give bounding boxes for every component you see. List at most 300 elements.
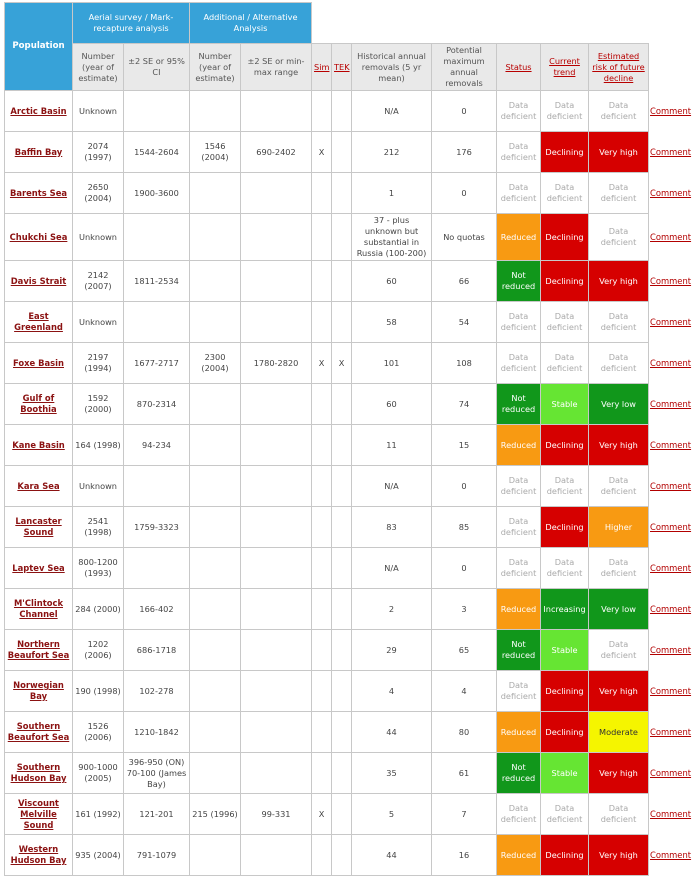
- comment-cell: [649, 132, 698, 173]
- historical-removals-cell: 58: [352, 302, 432, 343]
- potential-removals-cell: 0: [432, 466, 497, 507]
- trend-cell: Increasing: [541, 589, 589, 630]
- tek-cell: [332, 132, 352, 173]
- number-cell: 1202 (2006): [73, 630, 124, 671]
- trend-header-link[interactable]: Current trend: [541, 44, 589, 91]
- potential-removals-cell: 108: [432, 343, 497, 384]
- population-name-cell: [5, 712, 73, 753]
- additional-analysis-header: Additional / Alternative Analysis: [190, 3, 312, 44]
- number-cell: 190 (1998): [73, 671, 124, 712]
- comment-cell: [649, 384, 698, 425]
- comment-cell: [649, 261, 698, 302]
- risk-cell: Very low: [589, 384, 649, 425]
- risk-cell: Data deficient: [589, 302, 649, 343]
- population-name-cell: [5, 548, 73, 589]
- potential-removals-cell: 3: [432, 589, 497, 630]
- potential-removals-cell: 15: [432, 425, 497, 466]
- ci-cell: 121-201: [124, 794, 190, 835]
- risk-header-link[interactable]: Estimated risk of future decline: [589, 44, 649, 91]
- historical-removals-cell: 83: [352, 507, 432, 548]
- polar-bear-population-table: [4, 2, 698, 876]
- number2-cell: [190, 712, 241, 753]
- comment-link[interactable]: Comment: [650, 726, 692, 737]
- ci-cell: 1677-2717: [124, 343, 190, 384]
- status-cell: Data deficient: [497, 794, 541, 835]
- historical-removals-cell: 37 - plus unknown but substantial in Russia (100-200): [352, 214, 432, 261]
- population-name-cell: [5, 173, 73, 214]
- table-row: [5, 548, 698, 589]
- population-name-cell: [5, 671, 73, 712]
- number2-header: Number (year of estimate): [190, 44, 241, 91]
- range-cell: [241, 712, 312, 753]
- potential-removals-cell: 85: [432, 507, 497, 548]
- ci-cell: [124, 91, 190, 132]
- comment-cell: [649, 507, 698, 548]
- number2-cell: 215 (1996): [190, 794, 241, 835]
- number2-cell: [190, 384, 241, 425]
- number2-cell: [190, 589, 241, 630]
- sim-cell: [312, 425, 332, 466]
- ci-cell: 102-278: [124, 671, 190, 712]
- number-cell: 161 (1992): [73, 794, 124, 835]
- potential-removals-cell: 54: [432, 302, 497, 343]
- comment-link[interactable]: Comment: [650, 439, 692, 450]
- risk-cell: Very high: [589, 753, 649, 794]
- ci-cell: 1759-3323: [124, 507, 190, 548]
- risk-cell: Data deficient: [589, 343, 649, 384]
- population-name-link[interactable]: Davis Strait: [10, 275, 67, 286]
- number-cell: 800-1200 (1993): [73, 548, 124, 589]
- number2-cell: [190, 753, 241, 794]
- comment-link[interactable]: Comment: [650, 521, 692, 532]
- comment-cell: [649, 671, 698, 712]
- historical-removals-cell: 4: [352, 671, 432, 712]
- risk-cell: Data deficient: [589, 214, 649, 261]
- comment-link[interactable]: Comment: [650, 480, 692, 491]
- ci-cell: 94-234: [124, 425, 190, 466]
- number2-cell: [190, 507, 241, 548]
- range-cell: [241, 753, 312, 794]
- potential-removals-cell: 4: [432, 671, 497, 712]
- risk-cell: Very low: [589, 589, 649, 630]
- historical-removals-cell: 35: [352, 753, 432, 794]
- population-name-cell: [5, 384, 73, 425]
- population-name-cell: [5, 466, 73, 507]
- tek-cell: [332, 835, 352, 876]
- number-cell: 2650 (2004): [73, 173, 124, 214]
- comment-link[interactable]: Comment: [650, 849, 692, 860]
- table-row: [5, 173, 698, 214]
- table-row: [5, 712, 698, 753]
- comment-link[interactable]: Comment: [650, 105, 692, 116]
- population-name-cell: [5, 753, 73, 794]
- comment-cell: [649, 548, 698, 589]
- potential-removals-cell: 80: [432, 712, 497, 753]
- range-cell: [241, 214, 312, 261]
- population-header: Population: [5, 3, 73, 91]
- population-name-link[interactable]: Lancaster Sound: [15, 516, 62, 537]
- table-row: [5, 384, 698, 425]
- number-cell: 1592 (2000): [73, 384, 124, 425]
- trend-cell: Declining: [541, 132, 589, 173]
- range-cell: 690-2402: [241, 132, 312, 173]
- risk-cell: Data deficient: [589, 794, 649, 835]
- tek-cell: [332, 507, 352, 548]
- risk-cell: Data deficient: [589, 91, 649, 132]
- trend-cell: Data deficient: [541, 466, 589, 507]
- population-name-link[interactable]: Laptev Sea: [12, 562, 65, 573]
- sim-cell: [312, 548, 332, 589]
- comment-link[interactable]: Comment: [650, 146, 692, 157]
- trend-cell: Stable: [541, 753, 589, 794]
- trend-cell: Declining: [541, 425, 589, 466]
- number2-cell: [190, 630, 241, 671]
- ci-cell: 166-402: [124, 589, 190, 630]
- comment-link[interactable]: Comment: [650, 357, 692, 368]
- status-cell: Data deficient: [497, 466, 541, 507]
- comment-cell: [649, 794, 698, 835]
- population-name-link[interactable]: Southern Hudson Bay: [10, 762, 67, 783]
- status-cell: Data deficient: [497, 548, 541, 589]
- historical-removals-cell: 2: [352, 589, 432, 630]
- trend-cell: Data deficient: [541, 343, 589, 384]
- comment-link[interactable]: Comment: [650, 275, 692, 286]
- population-name-link[interactable]: Chukchi Sea: [9, 231, 68, 242]
- potential-removals-cell: 16: [432, 835, 497, 876]
- number2-cell: [190, 425, 241, 466]
- comment-cell: [649, 214, 698, 261]
- range-cell: [241, 261, 312, 302]
- risk-cell: Very high: [589, 835, 649, 876]
- historical-removals-cell: N/A: [352, 466, 432, 507]
- comment-link[interactable]: Comment: [650, 685, 692, 696]
- table-row: [5, 835, 698, 876]
- historical-removals-cell: 11: [352, 425, 432, 466]
- number2-cell: [190, 91, 241, 132]
- risk-cell: Very high: [589, 132, 649, 173]
- potential-removals-cell: No quotas: [432, 214, 497, 261]
- sim-cell: [312, 630, 332, 671]
- population-name-cell: [5, 132, 73, 173]
- population-name-link[interactable]: Kane Basin: [12, 439, 65, 450]
- status-cell: Not reduced: [497, 630, 541, 671]
- trend-cell: Data deficient: [541, 794, 589, 835]
- population-name-link[interactable]: Arctic Basin: [10, 105, 67, 116]
- number-cell: 2142 (2007): [73, 261, 124, 302]
- population-name-link[interactable]: Western Hudson Bay: [10, 844, 67, 865]
- table-row: [5, 214, 698, 261]
- historical-removals-cell: 29: [352, 630, 432, 671]
- number-cell: Unknown: [73, 302, 124, 343]
- population-name-cell: [5, 835, 73, 876]
- tek-cell: [332, 630, 352, 671]
- number2-cell: [190, 466, 241, 507]
- number-cell: 2074 (1997): [73, 132, 124, 173]
- population-name-cell: [5, 507, 73, 548]
- comment-cell: [649, 589, 698, 630]
- number2-cell: [190, 173, 241, 214]
- status-cell: Data deficient: [497, 671, 541, 712]
- range-cell: [241, 302, 312, 343]
- range-cell: [241, 671, 312, 712]
- status-header-link[interactable]: Status: [497, 44, 541, 91]
- population-name-link[interactable]: Viscount Melville Sound: [18, 797, 59, 830]
- tek-cell: [332, 214, 352, 261]
- historical-removals-cell: 212: [352, 132, 432, 173]
- tek-cell: [332, 753, 352, 794]
- comment-cell: [649, 753, 698, 794]
- number-cell: 1526 (2006): [73, 712, 124, 753]
- comment-link[interactable]: Comment: [650, 603, 692, 614]
- status-cell: Reduced: [497, 835, 541, 876]
- ci-cell: 1544-2604: [124, 132, 190, 173]
- comment-cell: [649, 91, 698, 132]
- population-name-cell: [5, 261, 73, 302]
- ci-cell: [124, 214, 190, 261]
- population-name-cell: [5, 794, 73, 835]
- comment-link[interactable]: Comment: [650, 316, 692, 327]
- historical-removals-cell: N/A: [352, 548, 432, 589]
- number2-cell: 2300 (2004): [190, 343, 241, 384]
- population-name-link[interactable]: Norwegian Bay: [13, 680, 64, 701]
- table-row: [5, 589, 698, 630]
- risk-cell: Data deficient: [589, 630, 649, 671]
- range-cell: [241, 425, 312, 466]
- tek-cell: [332, 261, 352, 302]
- se-range-header: ±2 SE or min-max range: [241, 44, 312, 91]
- sim-header-link[interactable]: Sim: [312, 44, 332, 91]
- population-name-cell: [5, 343, 73, 384]
- range-cell: [241, 835, 312, 876]
- status-cell: Data deficient: [497, 173, 541, 214]
- range-cell: 1780-2820: [241, 343, 312, 384]
- table-row: [5, 132, 698, 173]
- potential-removals-cell: 7: [432, 794, 497, 835]
- sim-cell: [312, 173, 332, 214]
- potential-removals-cell: 74: [432, 384, 497, 425]
- trend-cell: Declining: [541, 835, 589, 876]
- status-cell: Reduced: [497, 712, 541, 753]
- tek-cell: [332, 91, 352, 132]
- tek-cell: [332, 794, 352, 835]
- ci-cell: [124, 302, 190, 343]
- sim-cell: [312, 384, 332, 425]
- comment-cell: [649, 425, 698, 466]
- potential-removals-cell: 65: [432, 630, 497, 671]
- tek-cell: [332, 548, 352, 589]
- ci-cell: [124, 548, 190, 589]
- range-cell: [241, 548, 312, 589]
- population-name-cell: [5, 214, 73, 261]
- population-name-link[interactable]: Kara Sea: [17, 480, 60, 491]
- risk-cell: Moderate: [589, 712, 649, 753]
- population-name-link[interactable]: M'Clintock Channel: [13, 598, 64, 619]
- range-cell: [241, 466, 312, 507]
- comment-link[interactable]: Comment: [650, 187, 692, 198]
- number-cell: 284 (2000): [73, 589, 124, 630]
- potential-removals-cell: 61: [432, 753, 497, 794]
- comment-cell: [649, 466, 698, 507]
- range-cell: [241, 384, 312, 425]
- sim-cell: [312, 835, 332, 876]
- risk-cell: Very high: [589, 261, 649, 302]
- population-name-link[interactable]: Barents Sea: [9, 187, 68, 198]
- trend-cell: Data deficient: [541, 302, 589, 343]
- ci-cell: 686-1718: [124, 630, 190, 671]
- comment-cell: [649, 712, 698, 753]
- historical-removals-cell: 60: [352, 384, 432, 425]
- historical-removals-cell: 1: [352, 173, 432, 214]
- comment-cell: [649, 835, 698, 876]
- number2-cell: [190, 548, 241, 589]
- number2-cell: [190, 214, 241, 261]
- sim-cell: [312, 589, 332, 630]
- status-cell: Data deficient: [497, 132, 541, 173]
- status-cell: Not reduced: [497, 753, 541, 794]
- historical-removals-cell: N/A: [352, 91, 432, 132]
- table-row: [5, 753, 698, 794]
- trend-cell: Declining: [541, 214, 589, 261]
- tek-cell: [332, 425, 352, 466]
- risk-cell: Very high: [589, 425, 649, 466]
- population-name-cell: [5, 302, 73, 343]
- risk-cell: Data deficient: [589, 548, 649, 589]
- aerial-survey-header: Aerial survey / Mark-recapture analysis: [73, 3, 190, 44]
- comment-link[interactable]: Comment: [650, 398, 692, 409]
- number2-cell: [190, 671, 241, 712]
- sim-cell: [312, 671, 332, 712]
- number-cell: 2541 (1998): [73, 507, 124, 548]
- comment-cell: [649, 173, 698, 214]
- potential-removals-header: Potential maximum annual removals: [432, 44, 497, 91]
- table-body: [5, 91, 698, 876]
- population-name-link[interactable]: Northern Beaufort Sea: [7, 639, 70, 660]
- population-name-cell: [5, 425, 73, 466]
- comment-link[interactable]: Comment: [650, 808, 692, 819]
- population-name-link[interactable]: Baffin Bay: [14, 146, 63, 157]
- table-row: [5, 261, 698, 302]
- potential-removals-cell: 0: [432, 91, 497, 132]
- number2-cell: 1546 (2004): [190, 132, 241, 173]
- comment-header-spacer: [649, 44, 698, 91]
- potential-removals-cell: 176: [432, 132, 497, 173]
- sim-cell: [312, 302, 332, 343]
- status-cell: Data deficient: [497, 507, 541, 548]
- tek-cell: [332, 173, 352, 214]
- historical-removals-header: Historical annual removals (5 yr mean): [352, 44, 432, 91]
- sim-cell: X: [312, 132, 332, 173]
- population-name-cell: [5, 589, 73, 630]
- trend-cell: Data deficient: [541, 173, 589, 214]
- range-cell: [241, 507, 312, 548]
- sim-cell: [312, 91, 332, 132]
- ci-cell: 1210-1842: [124, 712, 190, 753]
- trend-cell: Stable: [541, 384, 589, 425]
- tek-cell: [332, 466, 352, 507]
- tek-cell: X: [332, 343, 352, 384]
- population-name-link[interactable]: Foxe Basin: [13, 357, 64, 368]
- population-name-link[interactable]: East Greenland: [14, 311, 63, 332]
- trend-cell: Data deficient: [541, 548, 589, 589]
- risk-cell: Data deficient: [589, 173, 649, 214]
- trend-cell: Data deficient: [541, 91, 589, 132]
- table-row: [5, 466, 698, 507]
- population-name-link[interactable]: Southern Beaufort Sea: [7, 721, 70, 742]
- range-cell: [241, 91, 312, 132]
- range-cell: [241, 589, 312, 630]
- comment-cell: [649, 343, 698, 384]
- risk-cell: Data deficient: [589, 466, 649, 507]
- number2-cell: [190, 835, 241, 876]
- population-name-link[interactable]: Gulf of Boothia: [20, 393, 57, 414]
- ci-cell: 791-1079: [124, 835, 190, 876]
- sim-cell: [312, 753, 332, 794]
- sim-cell: [312, 261, 332, 302]
- status-cell: Reduced: [497, 214, 541, 261]
- number-cell: 900-1000 (2005): [73, 753, 124, 794]
- status-cell: Data deficient: [497, 91, 541, 132]
- sim-cell: [312, 214, 332, 261]
- trend-cell: Stable: [541, 630, 589, 671]
- table-row: [5, 507, 698, 548]
- comment-cell: [649, 302, 698, 343]
- potential-removals-cell: 0: [432, 548, 497, 589]
- trend-cell: Declining: [541, 712, 589, 753]
- number-cell: 2197 (1994): [73, 343, 124, 384]
- status-cell: Data deficient: [497, 343, 541, 384]
- number2-cell: [190, 261, 241, 302]
- comment-link[interactable]: Comment: [650, 767, 692, 778]
- sim-cell: X: [312, 343, 332, 384]
- tek-header-link[interactable]: TEK: [332, 44, 352, 91]
- tek-cell: [332, 384, 352, 425]
- number2-cell: [190, 302, 241, 343]
- table-row: [5, 671, 698, 712]
- status-cell: Not reduced: [497, 384, 541, 425]
- number-header: Number (year of estimate): [73, 44, 124, 91]
- comment-link[interactable]: Comment: [650, 231, 692, 242]
- table-row: [5, 91, 698, 132]
- historical-removals-cell: 44: [352, 835, 432, 876]
- tek-cell: [332, 589, 352, 630]
- historical-removals-cell: 60: [352, 261, 432, 302]
- ci-cell: 1811-2534: [124, 261, 190, 302]
- comment-cell: [649, 630, 698, 671]
- risk-cell: Very high: [589, 671, 649, 712]
- number-cell: 935 (2004): [73, 835, 124, 876]
- comment-link[interactable]: Comment: [650, 644, 692, 655]
- status-cell: Not reduced: [497, 261, 541, 302]
- table-row: [5, 343, 698, 384]
- ci-cell: 396-950 (ON) 70-100 (James Bay): [124, 753, 190, 794]
- range-cell: [241, 630, 312, 671]
- trend-cell: Declining: [541, 671, 589, 712]
- potential-removals-cell: 0: [432, 173, 497, 214]
- status-cell: Reduced: [497, 425, 541, 466]
- historical-removals-cell: 5: [352, 794, 432, 835]
- risk-cell: Higher: [589, 507, 649, 548]
- sim-cell: [312, 507, 332, 548]
- sim-cell: [312, 466, 332, 507]
- potential-removals-cell: 66: [432, 261, 497, 302]
- se-ci-header: ±2 SE or 95% CI: [124, 44, 190, 91]
- number-cell: 164 (1998): [73, 425, 124, 466]
- population-name-cell: [5, 630, 73, 671]
- range-cell: 99-331: [241, 794, 312, 835]
- historical-removals-cell: 44: [352, 712, 432, 753]
- table-row: [5, 794, 698, 835]
- comment-link[interactable]: Comment: [650, 562, 692, 573]
